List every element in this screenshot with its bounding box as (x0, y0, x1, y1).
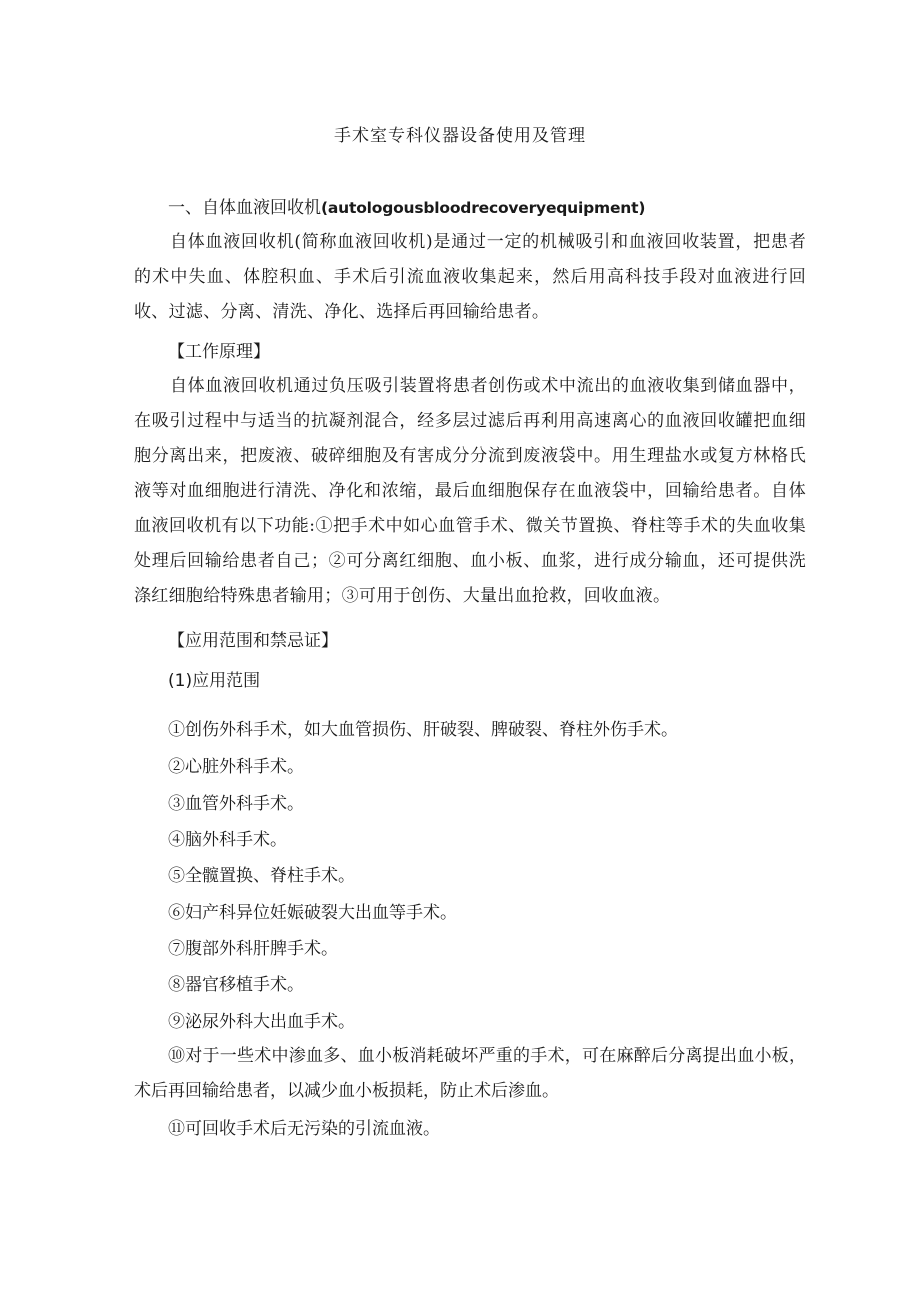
list-item: ⑧器官移植手术。 (168, 975, 304, 995)
list-item: ⑨泌尿外科大出血手术。 (168, 1012, 355, 1032)
list-item: ④脑外科手术。 (168, 830, 287, 850)
list-item: ②心脏外科手术。 (168, 757, 304, 777)
scope-label: 【应用范围和禁忌证】 (168, 631, 338, 651)
list-item: ⑤全髋置换、脊柱手术。 (168, 866, 355, 886)
list-item: ⑥妇产科异位妊娠破裂大出血等手术。 (168, 903, 457, 923)
principle-label: 【工作原理】 (168, 342, 270, 362)
list-item: ⑦腹部外科肝脾手术。 (168, 939, 338, 959)
section-heading (168, 193, 645, 218)
section-heading-en: (autologousbloodrecoveryequipment) (321, 199, 646, 217)
list-item: ①创伤外科手术，如大血管损伤、肝破裂、脾破裂、脊柱外伤手术。 (168, 720, 678, 740)
section-heading-zh: 一、自体血液回收机 (168, 198, 321, 218)
list-item: ⑩对于一些术中渗血多、血小板消耗破坏严重的手术，可在麻醉后分离提出血小板，术后再回输给患者，以减少血小板损耗，防止术后渗血。 (134, 1046, 806, 1101)
list-item: ⑪可回收手术后无污染的引流血液。 (168, 1119, 440, 1139)
list-item: ③血管外科手术。 (168, 794, 304, 814)
page-title: 手术室专科仪器设备使用及管理 (334, 126, 586, 146)
principle-paragraph: 自体血液回收机通过负压吸引装置将患者创伤或术中流出的血液收集到储血器中，在吸引过程中与适当的抗凝剂混合，经多层过滤后再利用高速离心的血液回收罐把血细胞分离出来，把废液、破碎细胞及有害成分分流到废液袋中。用生理盐水或复方林格氏液等对血细胞进行清洗、净化和浓缩，最后血细胞保存在血液袋中，回输给患者。自体血液回收机有以下功能:①把手术中如心血管手术、微关节置换、脊柱等手术的失血收集处理后回输给患者自己；②可分离红细胞、血小板、血浆，进行成分输血，还可提供洗涤红细胞给特殊患者输用；③可用于创伤、大量出血抢救，回收血液。 (134, 376, 806, 606)
intro-paragraph: 自体血液回收机(简称血液回收机)是通过一定的机械吸引和血液回收装置，把患者的术中失血、体腔积血、手术后引流血液收集起来，然后用高科技手段对血液进行回收、过滤、分离、清洗、净化、选择后再回输给患者。 (134, 232, 806, 322)
scope-subheading: (1)应用范围 (168, 671, 261, 691)
